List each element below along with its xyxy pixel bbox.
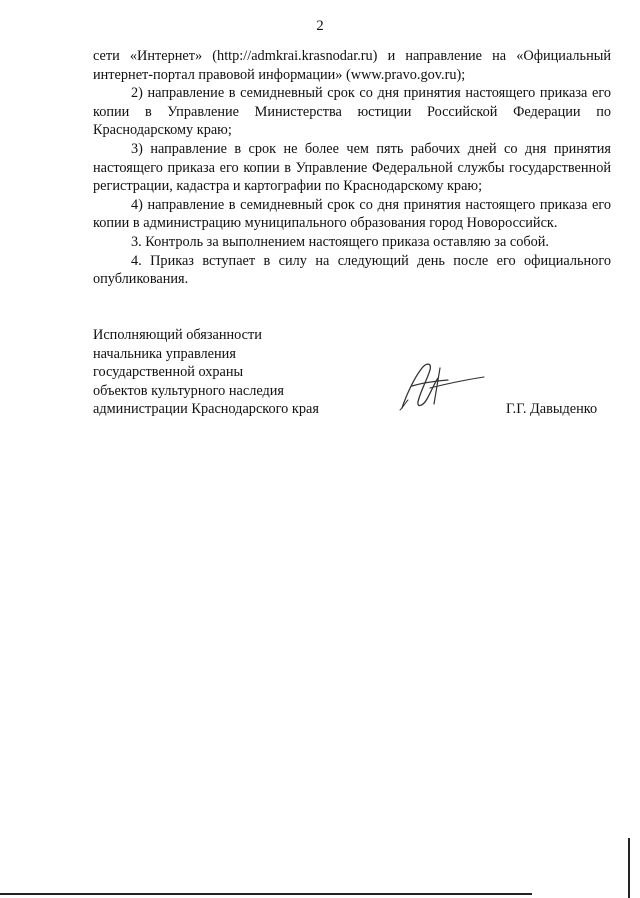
signatory-line: начальника управления: [93, 345, 236, 362]
paragraph-publication: сети «Интернет» (http://admkrai.krasnodar.ru) и направление на «Официальный интернет-портал правовой информации» (www.pravo.gov.ru);: [93, 48, 611, 83]
signatory-line: государственной охраны: [93, 364, 244, 381]
page-number: 2: [316, 18, 324, 34]
scan-edge-right: [628, 838, 630, 898]
handwritten-signature: [396, 356, 486, 416]
signatory-line: объектов культурного наследия: [93, 382, 284, 399]
paragraph-effect: 4. Приказ вступает в силу на следующий день после его официального опубликования.: [93, 252, 611, 288]
paragraph-control: 3. Контроль за выполнением настоящего приказа оставляю за собой.: [131, 233, 550, 250]
paragraph-item-4: 4) направление в семидневный срок со дня принятия настоящего приказа его копии в администрацию муниципального образования город Новороссийск.: [93, 196, 611, 232]
signatory-line: администрации Краснодарского края: [93, 401, 319, 418]
signer-name: Г.Г. Давыденко: [506, 401, 598, 417]
paragraph-item-2: 2) направление в семидневный срок со дня принятия настоящего приказа его копии в Управление Министерства юстиции Российской Федерации по Краснодарскому краю;: [93, 85, 611, 139]
document-body: [93, 47, 611, 289]
signatory-title: [93, 326, 353, 419]
paragraph-item-3: 3) направление в срок не более чем пять рабочих дней со дня принятия настоящего приказа его копии в Управление Федеральной службы государственной регистрации, кадастра и картографии по Краснодарскому краю;: [93, 140, 611, 195]
scan-edge-bottom: [0, 893, 532, 895]
signatory-line: Исполняющий обязанности: [93, 327, 262, 343]
